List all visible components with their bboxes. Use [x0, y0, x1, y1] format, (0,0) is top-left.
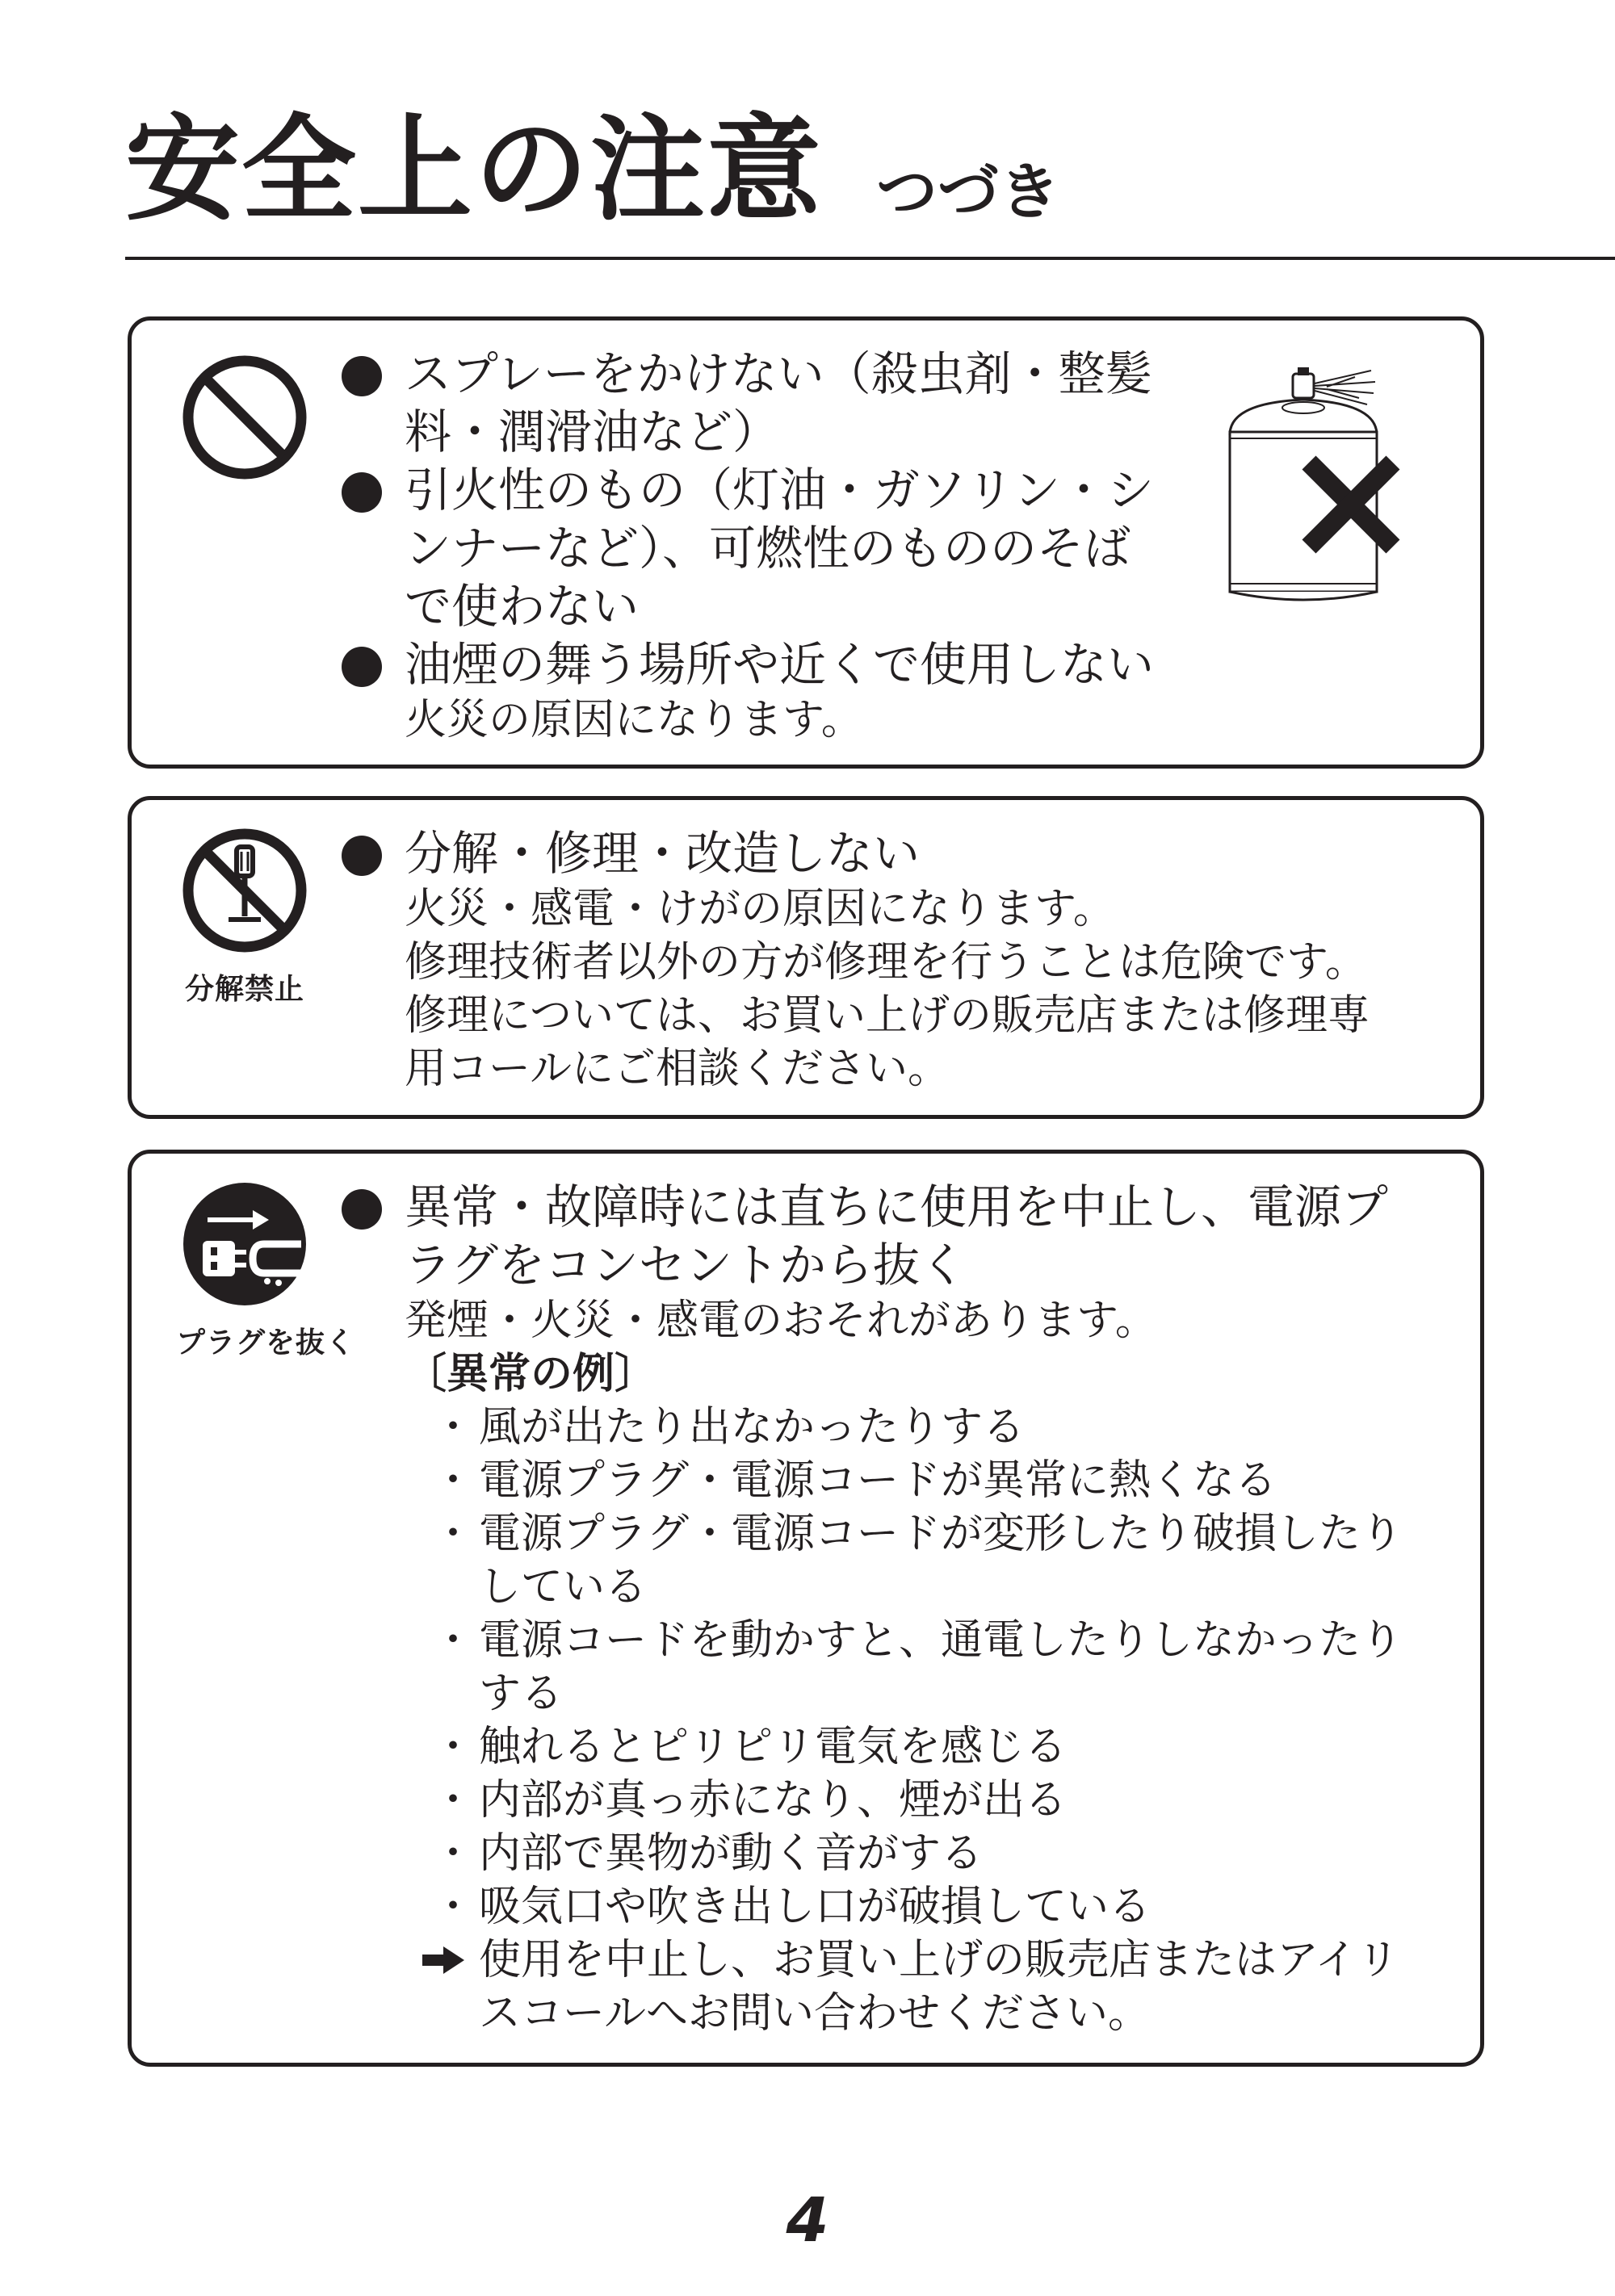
example-item: ・ 内部で異物が動く音がする: [432, 1829, 984, 1878]
prohibition-symbol: [176, 353, 313, 482]
warning-box-spray: [128, 316, 1484, 769]
warning-note: 修理技術者以外の方が修理を行うことは危険です。: [405, 938, 1367, 987]
unplug-icon: [180, 1179, 309, 1309]
warning-box-disassembly: [128, 796, 1484, 1119]
warning-item: 分解・修理・改造しない: [342, 824, 1370, 882]
title-divider: [125, 257, 1615, 260]
spray-can-prohibited-icon: [1222, 361, 1432, 619]
prohibition-icon: [180, 353, 309, 482]
warning-content: [342, 345, 1154, 747]
page-subtitle: つづき: [876, 156, 1060, 228]
no-disassembly-icon: [180, 826, 309, 955]
warning-note: 火災・感電・けがの原因になります。: [405, 885, 1115, 933]
no-disassembly-caption: 分解禁止: [184, 973, 304, 1006]
no-disassembly-symbol: [176, 826, 313, 1008]
example-item: ・ 風が出たり出なかったりする: [432, 1403, 1026, 1452]
examples-title: 〔異常の例〕: [405, 1350, 657, 1398]
example-item: ・ 吸気口や吹き出し口が破損している: [432, 1883, 1151, 1931]
warning-item: 油煙の舞う場所や近くで使用しない: [342, 635, 1154, 693]
warning-note: 発煙・火災・感電のおそれがあります。: [405, 1297, 1157, 1345]
example-item: ・ 電源プラグ・電源コードが異常に熱くなる: [432, 1456, 1277, 1505]
warning-box-unplug: [128, 1150, 1484, 2067]
page-number: 4: [786, 2184, 829, 2256]
example-item: ・ 触れるとピリピリ電気を感じる: [432, 1723, 1068, 1771]
warning-item: 引火性のもの（灯油・ガソリン・シ ンナーなど）、可燃性のもののそば で使わない: [342, 461, 1154, 635]
warning-note: 火災の原因になります。: [405, 696, 863, 744]
warning-item: 異常・故障時には直ちに使用を中止し、電源プ ラグをコンセントから抜く: [342, 1178, 1403, 1294]
warning-item: スプレーをかけない（殺虫剤・整髪 料・潤滑油など）: [342, 345, 1154, 461]
spray-can-illustration: [1222, 361, 1432, 622]
unplug-caption: プラグを抜く: [176, 1326, 356, 1360]
warning-note: 用コールにご相談ください。: [405, 1045, 950, 1093]
example-item: ・ 電源プラグ・電源コードが変形したり破損したり している: [432, 1510, 1403, 1611]
example-item: ・ 電源コードを動かすと、通電したりしなかったり する: [432, 1616, 1403, 1718]
action-instruction: 使用を中止し、お買い上げの販売店またはアイリ スコールへお問い合わせください。: [342, 1934, 1403, 2040]
warning-note: 修理については、お買い上げの販売店または修理専: [405, 991, 1370, 1040]
warning-content: [342, 1178, 1403, 2040]
page-title: 安全上の注意: [125, 103, 823, 237]
unplug-symbol: [176, 1179, 356, 1361]
warning-content: [342, 824, 1370, 1096]
arrow-right-icon: [422, 1946, 464, 1974]
example-item: ・ 内部が真っ赤になり、煙が出る: [432, 1776, 1068, 1825]
